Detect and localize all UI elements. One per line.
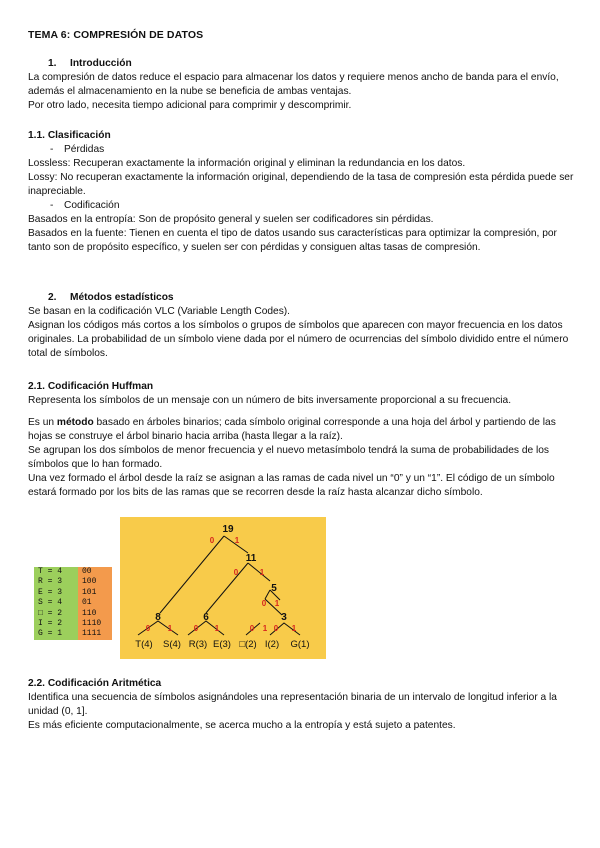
symbol-frequency-cell: E = 3 <box>34 588 78 598</box>
section-clasificacion <box>28 129 576 255</box>
tree-leaf: R(3) <box>188 639 208 650</box>
branch-bit: 0 <box>233 568 239 577</box>
binary-code-cell: 01 <box>78 598 112 608</box>
paragraph: Una vez formado el árbol desde la raíz se asignan a las ramas de cada nivel un “0” y un “1”. El código de un símbolo estará formado por los bits de las ramas que se recorren desde la raíz hasta alcanzar dicho símbolo. <box>28 473 555 498</box>
branch-bit: 1 <box>291 624 297 633</box>
section-introduccion <box>28 57 576 113</box>
code-table-row <box>34 567 112 577</box>
paragraph: Se basan en la codificación VLC (Variable Length Codes). <box>28 306 291 317</box>
tree-edge <box>265 599 282 615</box>
tree-leaf: S(4) <box>163 639 181 650</box>
branch-bit: 0 <box>249 624 255 633</box>
binary-code-cell: 00 <box>78 567 112 577</box>
binary-code-cell: 110 <box>78 609 112 619</box>
paragraph: Lossless: Recuperan exactamente la información original y eliminan la redundancia en los datos. <box>28 158 466 169</box>
subsection-heading: 1.1. Clasificación <box>28 130 111 141</box>
branch-bit: 0 <box>209 536 215 545</box>
list-item-label: Codificación <box>64 200 120 211</box>
paragraph: Asignan los códigos más cortos a los símbolos o grupos de símbolos que aparecen con mayor frecuencia en los datos originales. La probabilidad de un símbolo viene dada por el número de ocurrencias del símbolo dividido entre el número total de símbolos. <box>28 320 569 359</box>
list-item-label: Pérdidas <box>64 144 105 155</box>
section-title: Métodos estadísticos <box>70 292 174 303</box>
paragraph: Por otro lado, necesita tiempo adicional para comprimir y descomprimir. <box>28 100 352 111</box>
paragraph: Lossy: No recuperan exactamente la información original, dependiendo de la tasa de compresión esta pérdida puede ser inapreciable. <box>28 172 574 197</box>
tree-node: 6 <box>203 612 209 623</box>
section-title: Introducción <box>70 58 132 69</box>
paragraph: Identifica una secuencia de símbolos asignándoles una representación binaria de un intervalo de longitud inferior a la unidad (0, 1]. <box>28 692 557 717</box>
tree-edge <box>160 536 224 613</box>
tree-node: 5 <box>271 583 277 594</box>
code-table-row <box>34 598 112 608</box>
symbol-frequency-cell: S = 4 <box>34 598 78 608</box>
code-table-row <box>34 577 112 587</box>
symbol-frequency-cell: G = 1 <box>34 629 78 639</box>
tree-leaf: T(4) <box>135 639 153 650</box>
section-metodos-estadisticos <box>28 291 576 361</box>
paragraph: Es más eficiente computacionalmente, se acerca mucho a la entropía y está sujeto a patentes. <box>28 720 456 731</box>
symbol-frequency-cell: T = 4 <box>34 567 78 577</box>
binary-code-cell: 1110 <box>78 619 112 629</box>
code-table-row <box>34 629 112 639</box>
symbol-frequency-cell: □ = 2 <box>34 609 78 619</box>
branch-bit: 1 <box>167 624 173 633</box>
section-number: 1. <box>48 58 57 69</box>
subsection-heading: 2.2. Codificación Aritmética <box>28 678 162 689</box>
tree-edge <box>206 563 248 613</box>
huffman-tree-diagram <box>120 517 326 659</box>
section-aritmetica <box>28 677 576 733</box>
tree-leaf: E(3) <box>213 639 231 650</box>
branch-bit: 1 <box>274 599 280 608</box>
section-heading <box>28 57 576 71</box>
tree-leaf: □(2) <box>239 639 257 650</box>
binary-code-cell: 1111 <box>78 629 112 639</box>
paragraph: Representa los símbolos de un mensaje con un número de bits inversamente proporcional a su frecuencia. <box>28 395 512 406</box>
huffman-tree-svg <box>120 517 326 659</box>
branch-bit: 1 <box>262 624 268 633</box>
text-run: Es un <box>28 417 57 428</box>
list-item <box>28 143 576 157</box>
branch-bit: 0 <box>261 599 267 608</box>
binary-code-cell: 101 <box>78 588 112 598</box>
bold-term: método <box>56 417 94 428</box>
bullet-dash: - <box>50 144 54 155</box>
branch-bit: 0 <box>273 624 279 633</box>
subsection-heading: 2.1. Codificación Huffman <box>28 381 154 392</box>
list-item <box>28 199 576 213</box>
paragraph: Basados en la fuente: Tienen en cuenta el tipo de datos usando sus características para optimizar la compresión, por tanto son de propósito específico, y suelen ser con pérdidas y consiguen altas tasas de compresión. <box>28 228 557 253</box>
tree-node: 11 <box>245 553 257 564</box>
code-table-row <box>34 609 112 619</box>
branch-bit: 1 <box>259 568 265 577</box>
branch-bit: 0 <box>193 624 199 633</box>
tree-node: 3 <box>281 612 287 623</box>
symbol-frequency-cell: I = 2 <box>34 619 78 629</box>
paragraph: Se agrupan los dos símbolos de menor frecuencia y el nuevo metasímbolo tendrá la suma de probabilidades de los símbolos que lo han formado. <box>28 445 550 470</box>
text-run: basado en árboles binarios; cada símbolo original corresponde a una hoja del árbol y partiendo de las hojas se construye el árbol binario hacia arriba (hasta llegar a la raíz). <box>28 417 556 442</box>
tree-node: 19 <box>222 524 234 535</box>
branch-bit: 1 <box>234 536 240 545</box>
bullet-dash: - <box>50 200 54 211</box>
code-table-row <box>34 619 112 629</box>
symbol-frequency-cell: R = 3 <box>34 577 78 587</box>
binary-code-cell: 100 <box>78 577 112 587</box>
paragraph: Basados en la entropía: Son de propósito general y suelen ser codificadores sin pérdidas. <box>28 214 434 225</box>
branch-bit: 1 <box>214 624 220 633</box>
tree-leaf: I(2) <box>264 639 280 650</box>
code-table-row <box>34 588 112 598</box>
branch-bit: 0 <box>145 624 151 633</box>
huffman-code-table <box>34 567 112 640</box>
section-huffman <box>28 380 576 500</box>
section-number: 2. <box>48 292 57 303</box>
paragraph <box>28 416 576 444</box>
tree-edge <box>265 590 270 599</box>
tree-leaf: G(1) <box>290 639 310 650</box>
document-title: TEMA 6: COMPRESIÓN DE DATOS <box>28 29 204 41</box>
section-heading <box>28 291 576 305</box>
paragraph: La compresión de datos reduce el espacio para almacenar los datos y requiere menos ancho de banda para el envío, además el almacenamiento en la nube se beneficia de ambas ventajas. <box>28 72 559 97</box>
tree-node: 8 <box>155 612 161 623</box>
